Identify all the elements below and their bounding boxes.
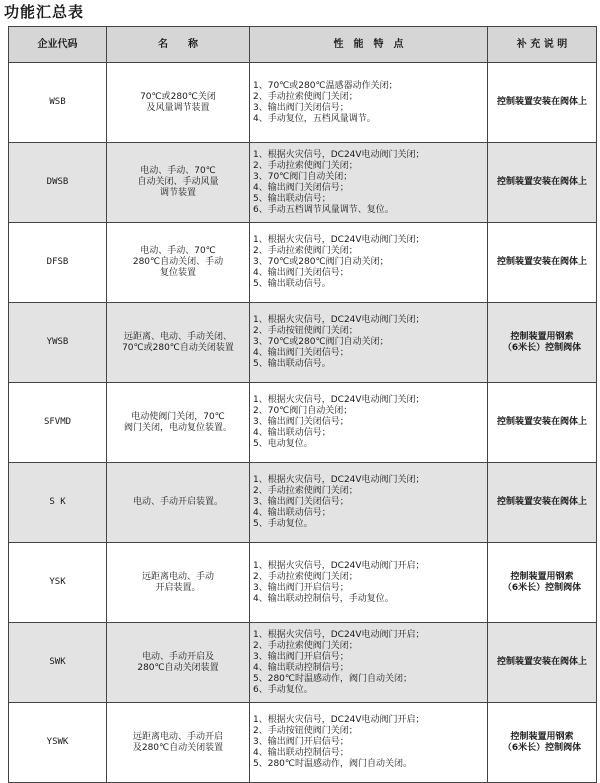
cell-note xyxy=(488,223,597,303)
name-line: 远距离电动、手动开启 xyxy=(132,731,223,742)
cell-code: WSB xyxy=(9,63,107,143)
table-row xyxy=(9,703,597,783)
cell-note xyxy=(488,543,597,623)
feature-item: 3、输出阀门开启信号； xyxy=(253,737,349,747)
cell-note xyxy=(488,383,597,463)
cell-name xyxy=(107,463,250,543)
cell-features xyxy=(250,543,488,623)
name-line: 复位装置 xyxy=(159,268,196,278)
note-line: （6米长）控制阀体 xyxy=(502,342,582,353)
cell-features xyxy=(250,623,488,703)
feature-item: 1、根据火灾信号，DC24V电动阀门开启； xyxy=(253,560,425,571)
cell-name xyxy=(107,63,250,143)
cell-name xyxy=(107,223,250,303)
note-line: 控制装置用钢索 xyxy=(510,571,574,582)
name-line: 70℃或280℃关闭 xyxy=(140,91,216,102)
feature-item: 3、输出阀门关闭信号； xyxy=(253,102,349,113)
feature-item: 2、手动拉索使阀门关闭； xyxy=(253,640,358,651)
name-line: 开启装置。 xyxy=(155,582,201,593)
cell-name xyxy=(107,543,250,623)
cell-features xyxy=(250,703,488,783)
cell-code: S K xyxy=(9,463,107,543)
table-row xyxy=(9,223,597,303)
cell-name xyxy=(107,703,250,783)
feature-item: 1、根据火灾信号，DC24V电动阀门关闭； xyxy=(253,149,425,160)
name-line: 远距离、电动、手动关闭、 xyxy=(123,331,232,342)
cell-code: YSK xyxy=(9,543,107,623)
table-body xyxy=(9,63,597,783)
cell-code: DWSB xyxy=(9,143,107,223)
feature-item: 1、根据火灾信号，DC24V电动阀门关闭； xyxy=(253,315,425,325)
feature-item: 6、手动五档调节风量调节、复位。 xyxy=(253,204,394,215)
cell-features xyxy=(250,223,488,303)
table-row xyxy=(9,623,597,703)
name-line: 70℃或280℃自动关闭装置 xyxy=(122,342,234,353)
table-row xyxy=(9,63,597,143)
cell-note xyxy=(488,63,597,143)
header-name: 名 称 xyxy=(107,27,250,63)
cell-note xyxy=(488,623,597,703)
cell-features xyxy=(250,143,488,223)
feature-item: 5、电动复位。 xyxy=(253,439,313,449)
feature-item: 4、输出阀门关闭信号； xyxy=(253,268,349,278)
feature-item: 3、输出阀门关闭信号； xyxy=(253,417,349,427)
name-line: 电动、手动开启装置。 xyxy=(132,497,223,507)
cell-features xyxy=(250,383,488,463)
header-features: 性 能 特 点 xyxy=(250,27,488,63)
table-header-row xyxy=(9,27,597,63)
feature-item: 2、手动按钮使阀门关闭； xyxy=(253,726,358,736)
note-line: 控制装置安装在阀体上 xyxy=(496,497,587,507)
note-line: 控制装置安装在阀体上 xyxy=(496,657,587,667)
table-row xyxy=(9,383,597,463)
feature-item: 3、70℃或280℃阀门自动关闭； xyxy=(253,257,389,267)
feature-item: 5、输出联动信号。 xyxy=(253,359,331,369)
note-line: （6米长）控制阀体 xyxy=(502,742,582,753)
feature-item: 6、手动复位。 xyxy=(253,684,313,695)
feature-item: 5、输出联动信号。 xyxy=(253,279,331,289)
name-line: 电动使阀门关闭，70℃ xyxy=(131,411,225,422)
feature-item: 2、手动拉索使阀门关闭； xyxy=(253,486,358,496)
feature-item: 1、根据火灾信号，DC24V电动阀门关闭； xyxy=(253,395,425,405)
page-title: 功能汇总表 xyxy=(4,3,85,21)
feature-item: 5、手动复位。 xyxy=(253,519,313,529)
note-line: 控制装置用钢索 xyxy=(510,331,574,342)
name-line: 阀门关闭，电动复位装置。 xyxy=(123,422,232,433)
cell-name xyxy=(107,143,250,223)
cell-code: SWK xyxy=(9,623,107,703)
feature-item: 3、输出阀门开启信号； xyxy=(253,651,349,662)
feature-item: 1、根据火灾信号，DC24V电动阀门开启； xyxy=(253,715,425,725)
name-line: 电动、手动、70℃ xyxy=(140,246,216,256)
function-summary-table xyxy=(8,26,597,783)
table-row xyxy=(9,143,597,223)
feature-item: 1、根据火灾信号，DC24V电动阀门开启； xyxy=(253,629,425,640)
feature-item: 5、输出联动信号； xyxy=(253,193,331,204)
note-line: 控制装置安装在阀体上 xyxy=(496,417,587,427)
name-line: 及风量调节装置 xyxy=(146,102,210,113)
header-note: 补 充 说 明 xyxy=(488,27,597,63)
name-line: 及280℃自动关闭装置 xyxy=(132,742,224,753)
cell-note xyxy=(488,703,597,783)
cell-code: YSWK xyxy=(9,703,107,783)
feature-item: 4、手动复位，五档风量调节。 xyxy=(253,113,376,124)
cell-name xyxy=(107,383,250,463)
cell-note xyxy=(488,303,597,383)
name-line: 远距离电动、手动 xyxy=(141,571,214,582)
note-line: 控制装置安装在阀体上 xyxy=(496,97,587,107)
cell-note xyxy=(488,143,597,223)
feature-item: 3、输出阀门开启信号； xyxy=(253,582,349,593)
cell-code: YWSB xyxy=(9,303,107,383)
header-code: 企业代码 xyxy=(9,27,107,63)
feature-item: 1、根据火灾信号，DC24V电动阀门关闭； xyxy=(253,475,425,485)
feature-item: 3、输出阀门关闭信号； xyxy=(253,497,349,507)
table-row xyxy=(9,463,597,543)
name-line: 自动关闭、手动风量 xyxy=(137,177,219,187)
feature-item: 2、手动拉索使阀门关闭； xyxy=(253,246,358,256)
feature-item: 2、70℃阀门自动关闭； xyxy=(253,406,353,416)
name-line: 280℃自动关闭、手动 xyxy=(132,257,224,267)
feature-item: 4、输出阀门关闭信号； xyxy=(253,348,349,358)
note-line: 控制装置安装在阀体上 xyxy=(496,257,587,267)
feature-item: 4、输出联动控制信号，手动复位。 xyxy=(253,593,394,604)
cell-code: DFSB xyxy=(9,223,107,303)
name-line: 电动、手动、70℃ xyxy=(140,166,216,176)
cell-code: SFVMD xyxy=(9,383,107,463)
name-line: 280℃自动关闭装置 xyxy=(137,662,219,673)
feature-item: 4、输出联动控制信号； xyxy=(253,662,349,673)
table-row xyxy=(9,543,597,623)
cell-name xyxy=(107,623,250,703)
cell-note xyxy=(488,463,597,543)
feature-item: 2、手动拉索使阀门关闭； xyxy=(253,160,358,171)
cell-features xyxy=(250,63,488,143)
feature-item: 4、输出联动信号； xyxy=(253,508,331,518)
note-line: （6米长）控制阀体 xyxy=(502,582,582,593)
name-line: 调节装置 xyxy=(159,188,196,198)
feature-item: 4、输出联动信号； xyxy=(253,428,331,438)
cell-features xyxy=(250,463,488,543)
feature-item: 4、输出阀门关闭信号； xyxy=(253,182,349,193)
feature-item: 4、输出联动控制信号； xyxy=(253,748,349,758)
feature-item: 5、280℃时温感动作，阀门自动关闭。 xyxy=(253,759,413,769)
feature-item: 1、70℃或280℃温感器动作关闭； xyxy=(253,80,398,91)
feature-item: 2、手动按钮使阀门关闭； xyxy=(253,326,358,336)
feature-item: 3、70℃阀门自动关闭； xyxy=(253,171,353,182)
note-line: 控制装置安装在阀体上 xyxy=(496,177,587,187)
feature-item: 5、280℃时温感动作，阀门自动关闭； xyxy=(253,673,413,684)
table-row xyxy=(9,303,597,383)
name-line: 电动、手动开启及 xyxy=(141,651,214,662)
feature-item: 2、手动拉索使阀门关闭； xyxy=(253,571,358,582)
feature-item: 1、根据火灾信号，DC24V电动阀门关闭； xyxy=(253,235,425,245)
feature-item: 2、手动拉索使阀门关闭； xyxy=(253,91,358,102)
cell-name xyxy=(107,303,250,383)
feature-item: 3、70℃或280℃阀门自动关闭； xyxy=(253,337,389,347)
cell-features xyxy=(250,303,488,383)
note-line: 控制装置用钢索 xyxy=(510,731,574,742)
